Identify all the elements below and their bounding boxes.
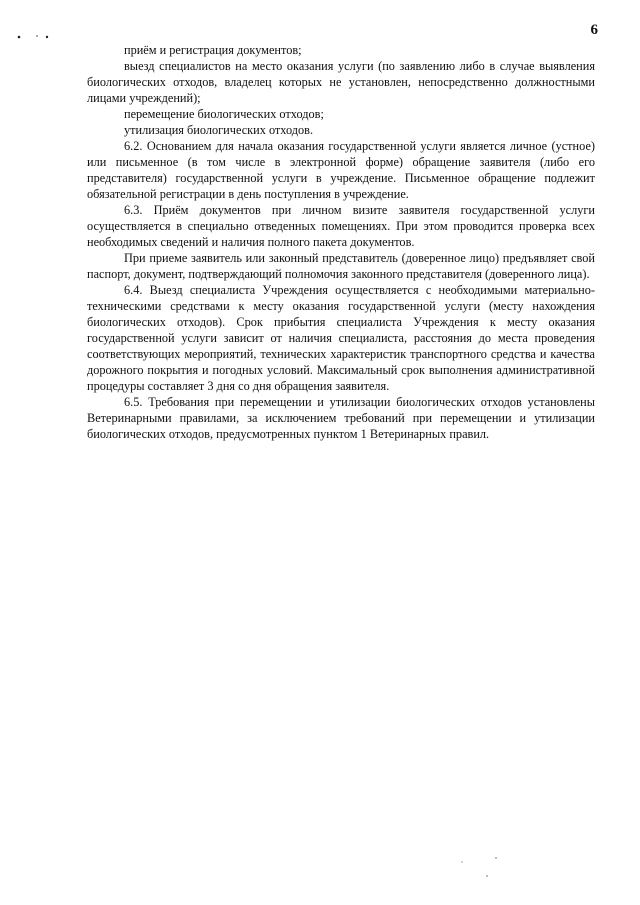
scan-speck	[486, 875, 487, 876]
scan-speck	[461, 861, 462, 862]
scan-speck	[18, 36, 21, 39]
section-6-2-paragraph: 6.2. Основанием для начала оказания государственной услуги является личное (устное) или письменное (в том числе в электронной форме) обращение заявителя (либо его представителя) государственной услуги в учреждение. Письменное обращение подлежит обязательной регистрации в день поступления в учреждение.	[87, 139, 595, 201]
scan-speck	[495, 857, 496, 858]
scan-speck	[36, 35, 38, 37]
document-body	[87, 42, 595, 442]
page-number: 6	[590, 22, 598, 38]
section-6-5-paragraph: 6.5. Требования при перемещении и утилизации биологических отходов установлены Ветеринарными правилами, за исключением требований при перемещении и утилизации биологических отходов, предусмотренных пунктом 1 Ветеринарных правил.	[87, 395, 595, 441]
applicant-passport-paragraph: При приеме заявитель или законный представитель (доверенное лицо) предъявляет свой паспорт, документ, подтверждающий полномочия законного представителя (доверенного лица).	[87, 251, 595, 281]
list-item: перемещение биологических отходов;	[124, 107, 324, 121]
section-6-3-paragraph: 6.3. Приём документов при личном визите заявителя государственной услуги осуществляется в специально отведенных помещениях. При этом проводится проверка всех необходимых сведений и наличия полного пакета документов.	[87, 203, 595, 249]
list-item: выезд специалистов на место оказания услуги (по заявлению либо в случае выявления биологических отходов, владелец которых не установлен, непосредственно должностными лицами учреждений);	[87, 59, 595, 105]
section-6-4-paragraph: 6.4. Выезд специалиста Учреждения осуществляется с необходимыми материально-техническими средствами к месту оказания государственной услуги (месту нахождения биологических отходов). Срок прибытия специалиста Учреждения к месту оказания государственной услуги зависит от наличия специалиста, расстояния до места проведения соответствующих мероприятий, технических характеристик транспортного средства и качества дорожного покрытия и погодных условий. Максимальный срок выполнения административной процедуры составляет 3 дня со дня обращения заявителя.	[87, 283, 595, 393]
list-item: утилизация биологических отходов.	[124, 123, 314, 137]
scan-speck	[46, 36, 48, 38]
list-item: приём и регистрация документов;	[124, 43, 302, 57]
